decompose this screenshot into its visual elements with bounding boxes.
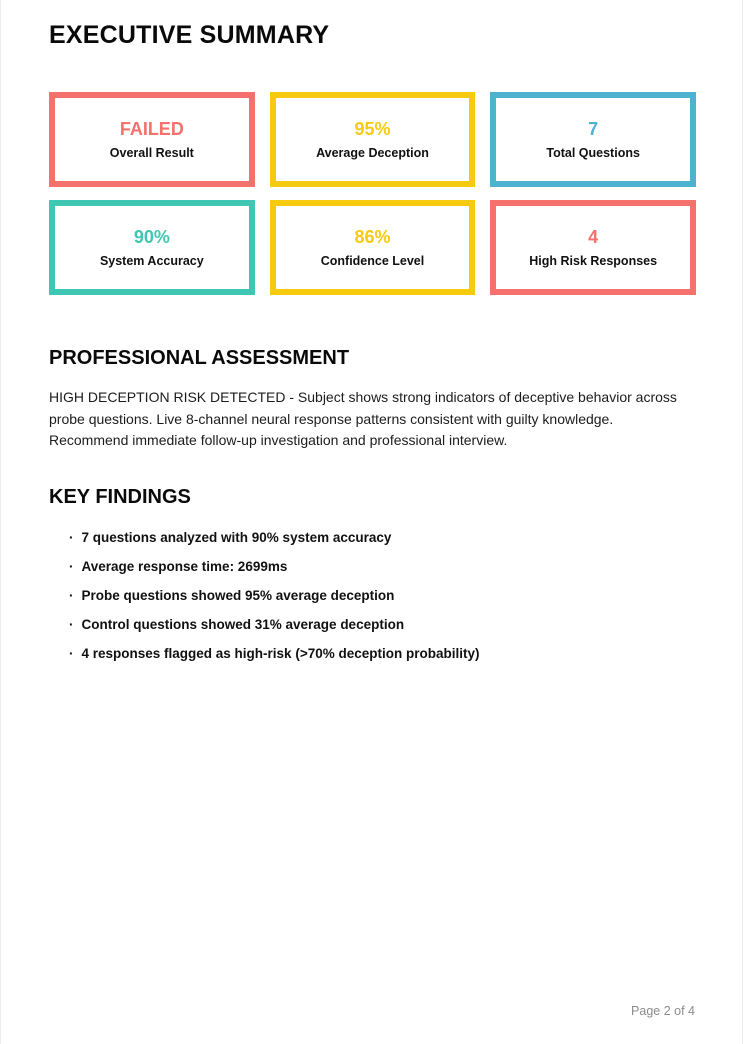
stat-value-high-risk-responses: 4 bbox=[588, 226, 599, 247]
stat-label-confidence-level: Confidence Level bbox=[320, 253, 425, 268]
stat-value-confidence-level: 86% bbox=[354, 226, 391, 247]
professional-assessment-body: HIGH DECEPTION RISK DETECTED - Subject shows strong indicators of deceptive behavior across probe questions. Live 8-channel neural response patterns consistent with guilty knowledge. Recommend immediate follow-up investigation and professional interview. bbox=[49, 389, 677, 448]
stat-value-average-deception: 95% bbox=[354, 118, 391, 139]
stat-card-system-accuracy bbox=[49, 200, 255, 295]
stat-value-system-accuracy: 90% bbox=[133, 226, 170, 247]
bullet-dot-icon: · bbox=[69, 616, 74, 632]
page-number: Page 2 of 4 bbox=[631, 1004, 695, 1018]
stat-card-total-questions bbox=[490, 92, 696, 187]
key-finding-text: Average response time: 2699ms bbox=[81, 558, 288, 574]
bullet-dot-icon: · bbox=[69, 529, 74, 545]
stat-label-high-risk-responses: High Risk Responses bbox=[529, 253, 658, 268]
stat-card-overall-result bbox=[49, 92, 255, 187]
bullet-dot-icon: · bbox=[69, 645, 74, 661]
key-findings-list bbox=[49, 529, 696, 662]
stat-label-average-deception: Average Deception bbox=[316, 145, 429, 160]
bullet-dot-icon: · bbox=[69, 558, 74, 574]
bullet-dot-icon: · bbox=[69, 587, 74, 603]
stat-cards-grid bbox=[49, 92, 696, 295]
stat-value-overall-result: FAILED bbox=[119, 118, 184, 139]
key-finding-text: 7 questions analyzed with 90% system accuracy bbox=[81, 529, 392, 545]
stat-label-overall-result: Overall Result bbox=[109, 145, 194, 160]
key-findings-heading: KEY FINDINGS bbox=[49, 485, 191, 508]
stat-label-total-questions: Total Questions bbox=[546, 145, 640, 160]
key-finding-item bbox=[49, 645, 696, 662]
key-finding-text: 4 responses flagged as high-risk (>70% deception probability) bbox=[81, 645, 480, 661]
professional-assessment-heading: PROFESSIONAL ASSESSMENT bbox=[49, 347, 350, 369]
stat-label-system-accuracy: System Accuracy bbox=[99, 253, 204, 268]
stat-card-high-risk-responses bbox=[490, 200, 696, 295]
key-finding-item bbox=[49, 529, 696, 546]
stat-card-average-deception bbox=[270, 92, 476, 187]
stat-card-confidence-level bbox=[270, 200, 476, 295]
key-finding-text: Probe questions showed 95% average deception bbox=[81, 587, 395, 603]
page-title: EXECUTIVE SUMMARY bbox=[49, 21, 330, 49]
stat-value-total-questions: 7 bbox=[588, 118, 599, 139]
key-finding-item bbox=[49, 558, 696, 575]
key-finding-item bbox=[49, 587, 696, 604]
key-finding-text: Control questions showed 31% average deception bbox=[81, 616, 405, 632]
report-page bbox=[1, 0, 742, 1044]
key-finding-item bbox=[49, 616, 696, 633]
